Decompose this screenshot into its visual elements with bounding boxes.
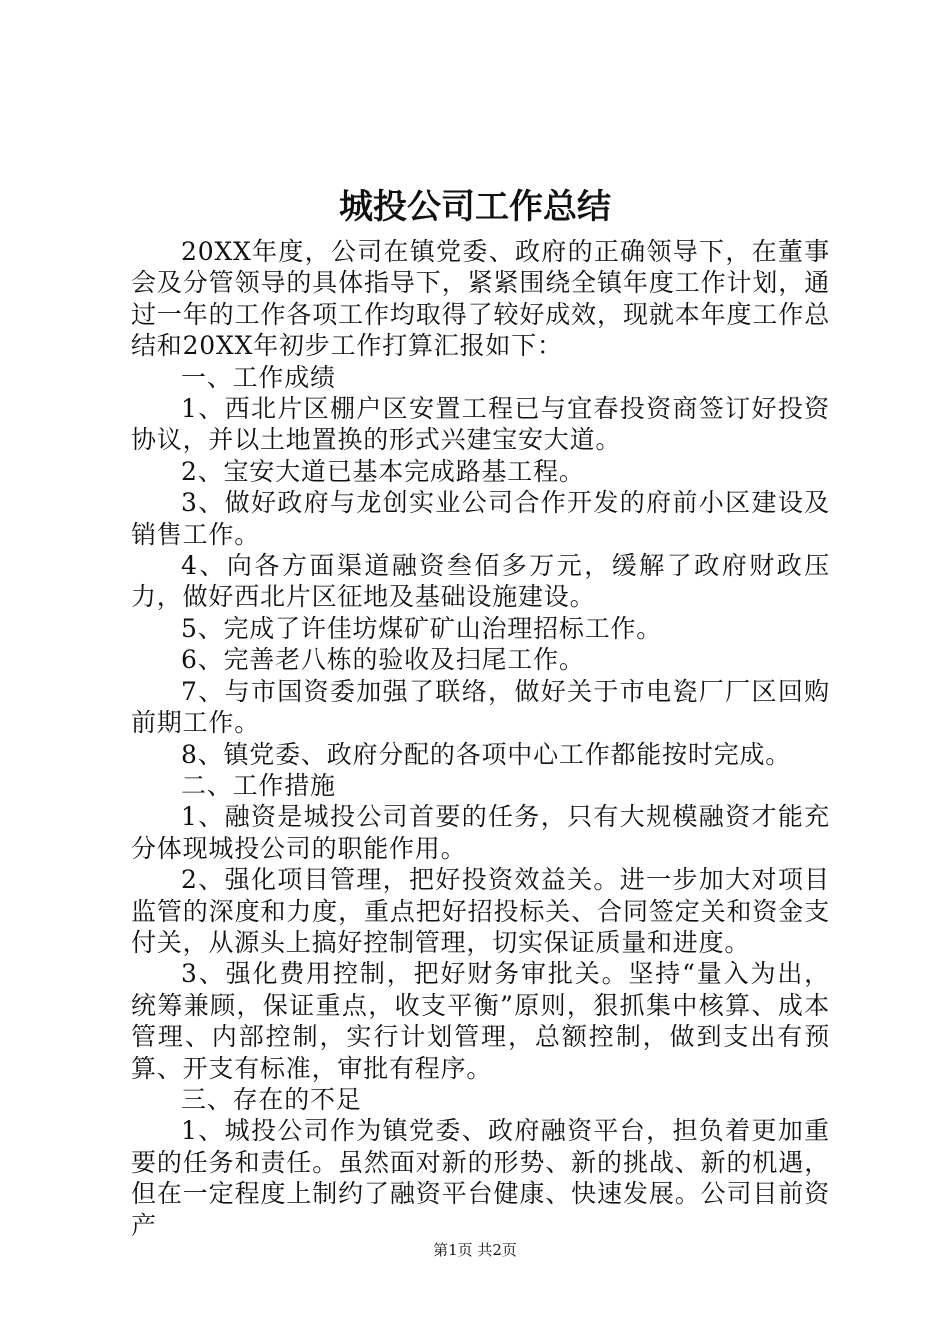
- achievement-item: 3、做好政府与龙创实业公司合作开发的府前小区建设及销售工作。: [131, 488, 830, 549]
- section-heading-measures: 二、工作措施: [181, 770, 336, 800]
- section-heading-shortcomings: 三、存在的不足: [181, 1084, 362, 1114]
- achievement-item: 7、与市国资委加强了联络，做好关于市电瓷厂厂区回购前期工作。: [131, 676, 830, 738]
- intro-paragraph: 20XX年度，公司在镇党委、政府的正确领导下，在董事会及分管领导的具体指导下，紧紧围绕全镇年度工作计划，通过一年的工作各项工作均取得了较好成效，现就本年度工作总结和20XX年初步工作打算汇报如下：: [131, 237, 830, 361]
- measure-item: 2、强化项目管理，把好投资效益关。进一步加大对项目监管的深度和力度，重点把好招投标关、合同签定关和资金支付关，从源头上搞好控制管理，切实保证质量和进度。: [131, 865, 830, 957]
- achievement-item: 8、镇党委、政府分配的各项中心工作都能按时完成。: [181, 739, 792, 769]
- achievement-item: 1、西北片区棚户区安置工程已与宜春投资商签订好投资协议，并以土地置换的形式兴建宝安大道。: [131, 394, 830, 455]
- document-title: 城投公司工作总结: [339, 187, 611, 227]
- measure-item: 1、融资是城投公司首要的任务，只有大规模融资才能充分体现城投公司的职能作用。: [131, 802, 830, 863]
- page-number-footer: 第1页 共2页: [433, 1241, 517, 1259]
- document-body: [131, 236, 830, 1241]
- shortcoming-item: 1、城投公司作为镇党委、政府融资平台，担负着更加重要的任务和责任。虽然面对新的形势、新的挑战、新的机遇，但在一定程度上制约了融资平台健康、快速发展。公司目前资产: [131, 1116, 830, 1240]
- section-heading-achievements: 一、工作成绩: [181, 362, 336, 392]
- achievement-item: 2、宝安大道已基本完成路基工程。: [181, 456, 585, 486]
- measure-item: 3、强化费用控制，把好财务审批关。坚持“量入为出，统筹兼顾，保证重点，收支平衡”原则，狠抓集中核算、成本管理、内部控制，实行计划管理，总额控制，做到支出有预算、开支有标准，审批有程序。: [131, 959, 830, 1083]
- achievement-item: 6、完善老八栋的验收及扫尾工作。: [181, 645, 585, 675]
- achievement-item: 5、完成了许佳坊煤矿矿山治理招标工作。: [181, 613, 663, 643]
- achievement-item: 4、向各方面渠道融资叁佰多万元，缓解了政府财政压力，做好西北片区征地及基础设施建设。: [131, 551, 830, 612]
